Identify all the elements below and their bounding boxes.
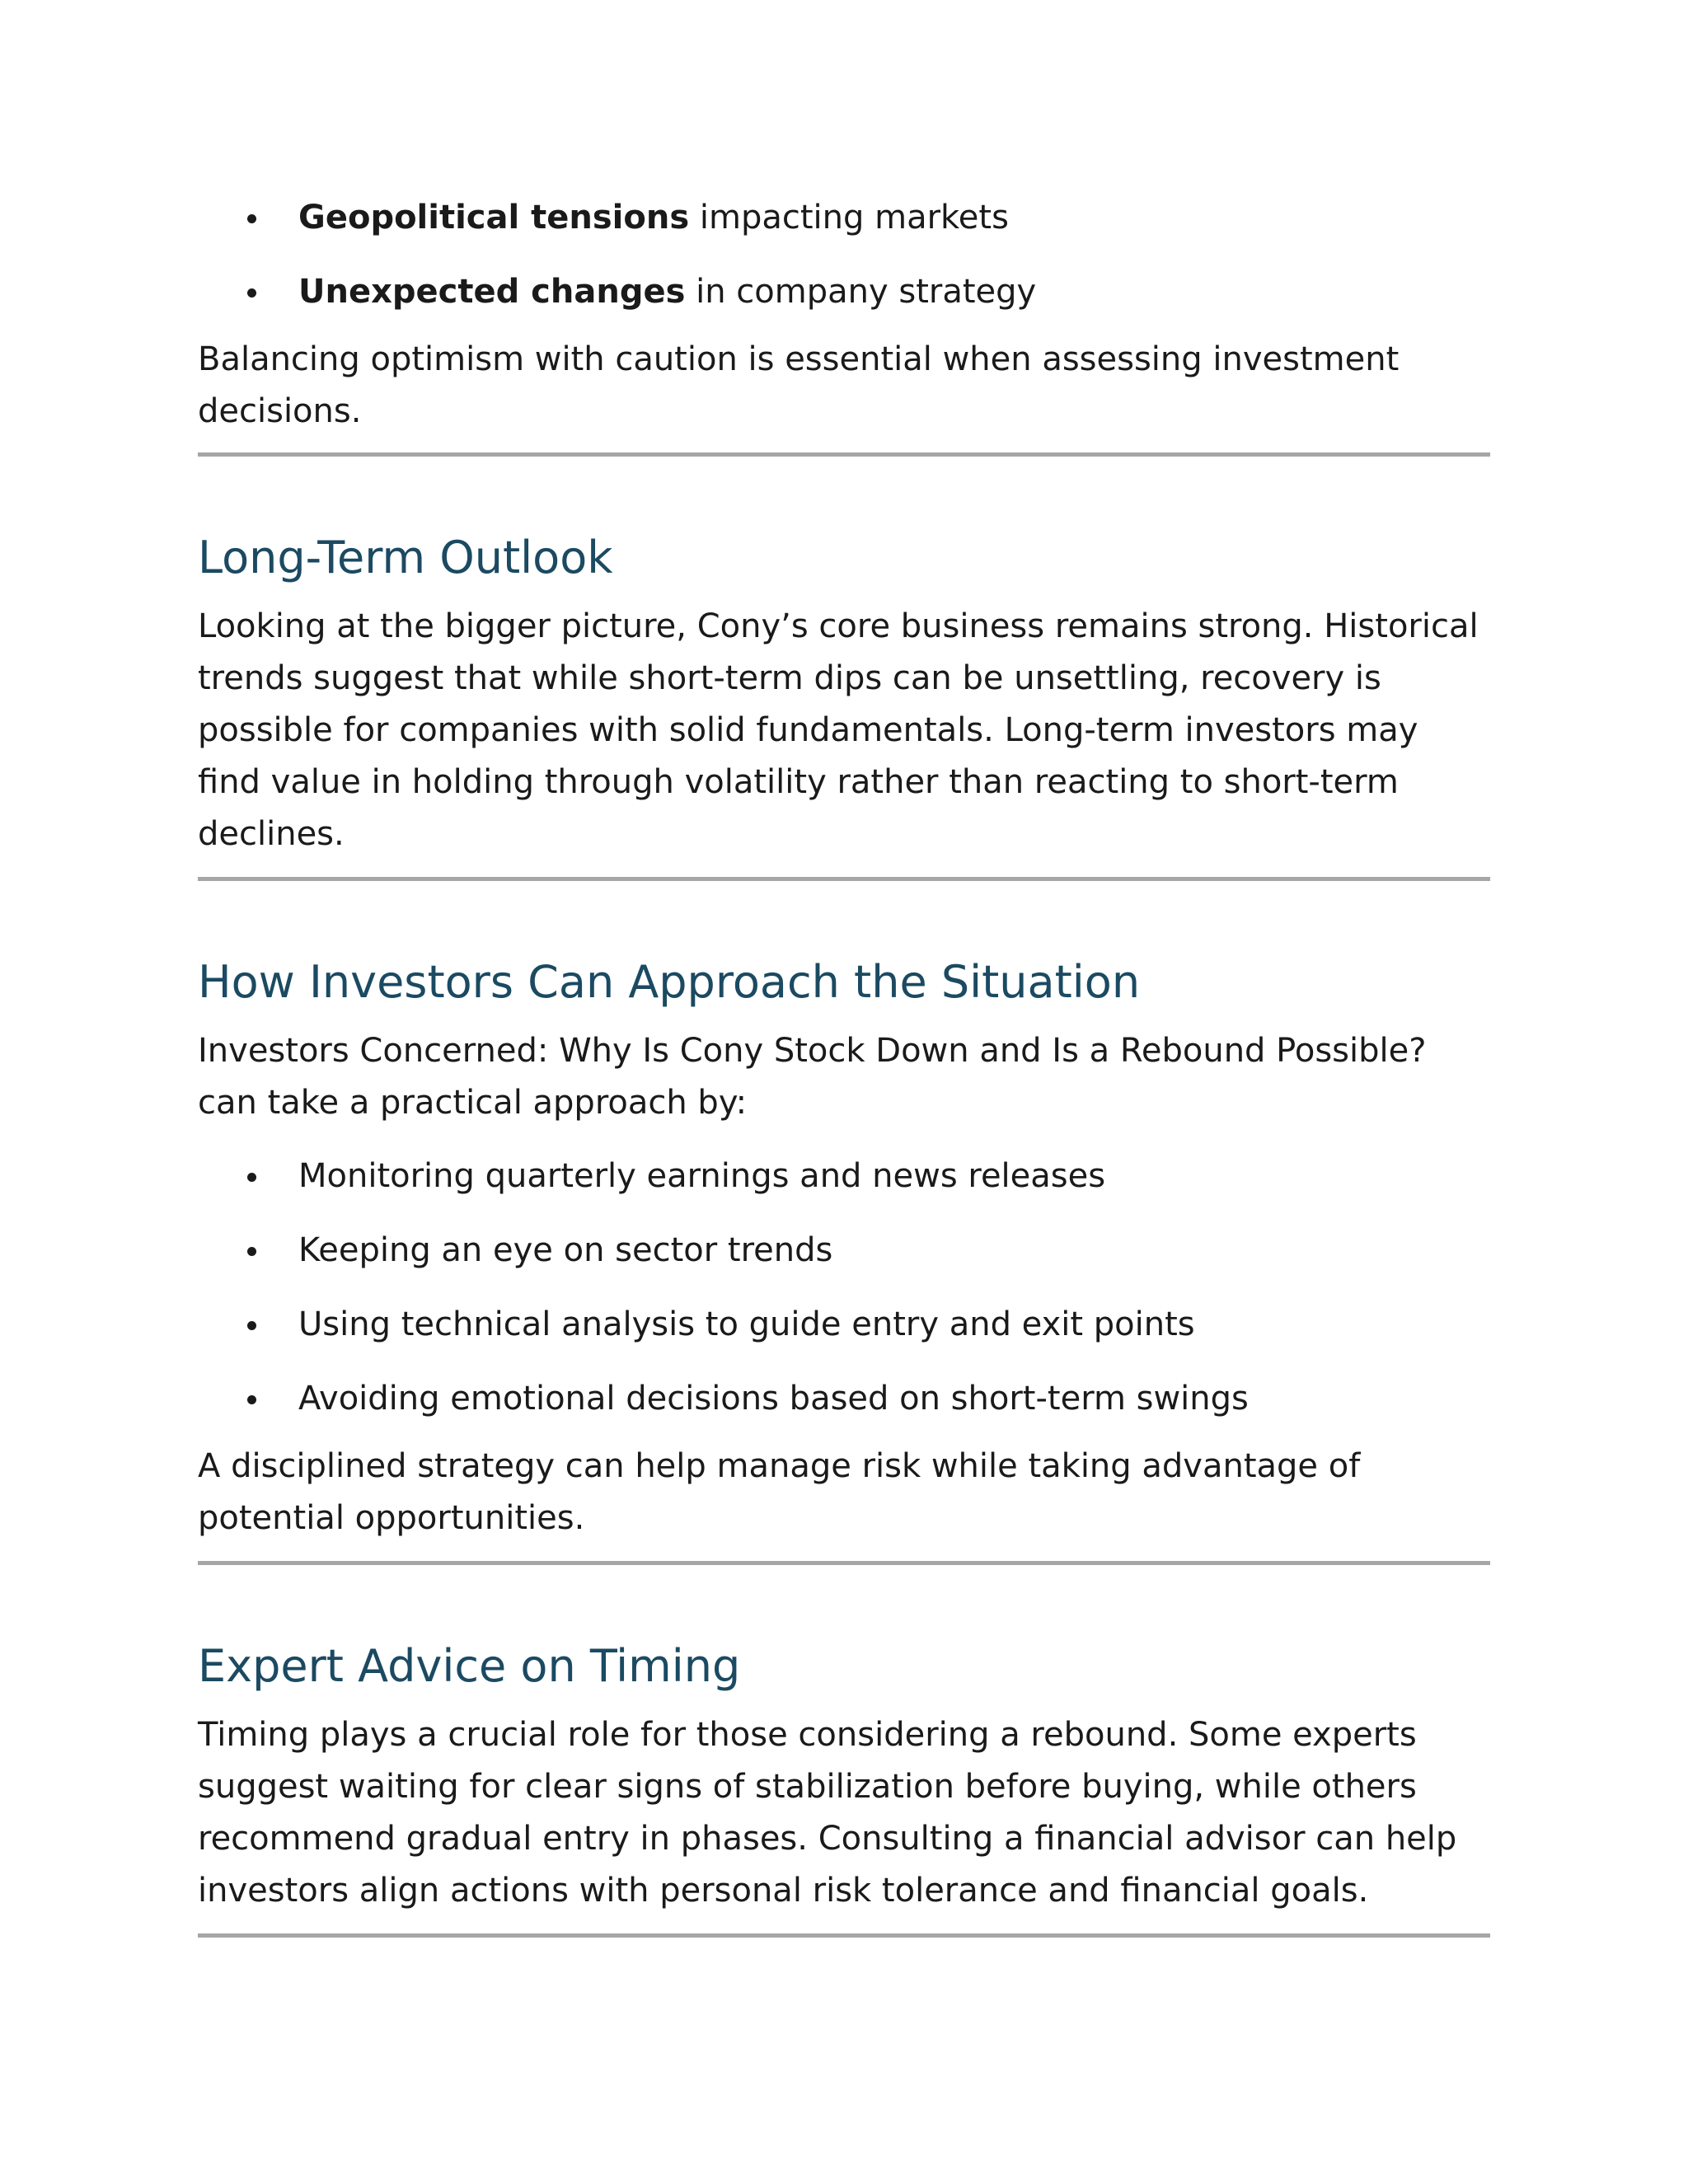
list-item-text: Monitoring quarterly earnings and news releases bbox=[298, 1157, 1106, 1195]
section-paragraph: Investors Concerned: Why Is Cony Stock Down and Is a Rebound Possible? can take a practical approach by: bbox=[198, 1032, 1427, 1122]
document-page bbox=[198, 0, 1490, 1938]
bullet-dot bbox=[247, 1395, 256, 1404]
risk-list bbox=[198, 192, 1490, 317]
section-paragraph: Timing plays a crucial role for those considering a rebound. Some experts suggest waiting for clear signs of stabilization before buying, while others recommend gradual entry in phases. Consulting a financial advisor can help investors align actions with personal risk tolerance and financial goals. bbox=[198, 1716, 1457, 1910]
bullet-dot bbox=[247, 214, 256, 223]
section-heading-long-term-outlook: Long-Term Outlook bbox=[198, 532, 613, 583]
list-item-text: Using technical analysis to guide entry and exit points bbox=[298, 1305, 1195, 1343]
section-closing-paragraph: A disciplined strategy can help manage risk while taking advantage of potential opportunities. bbox=[198, 1447, 1361, 1537]
list-item-text: Avoiding emotional decisions based on short-term swings bbox=[298, 1380, 1249, 1418]
intro-closing-paragraph: Balancing optimism with caution is essential when assessing investment decisions. bbox=[198, 340, 1400, 430]
section-divider bbox=[198, 452, 1490, 457]
list-item bbox=[198, 1373, 1490, 1424]
section-paragraph: Looking at the bigger picture, Cony’s core business remains strong. Historical trends suggest that while short-term dips can be unsettling, recovery is possible for companies with solid fundamentals. Long-term investors may find value in holding through volatility rather than reacting to short-term declines. bbox=[198, 607, 1479, 853]
list-item bbox=[198, 1151, 1490, 1202]
section-divider bbox=[198, 1561, 1490, 1565]
list-item bbox=[198, 192, 1490, 243]
section-heading-expert-advice: Expert Advice on Timing bbox=[198, 1640, 741, 1692]
approach-list bbox=[198, 1151, 1490, 1424]
list-item-text: in company strategy bbox=[685, 273, 1037, 311]
bullet-dot bbox=[247, 1321, 256, 1330]
bullet-dot bbox=[247, 288, 256, 298]
list-item-bold: Geopolitical tensions bbox=[298, 199, 690, 237]
bullet-dot bbox=[247, 1247, 256, 1256]
section-heading-investor-approach: How Investors Can Approach the Situation bbox=[198, 956, 1141, 1008]
list-item-bold: Unexpected changes bbox=[298, 273, 686, 311]
section-divider bbox=[198, 1933, 1490, 1938]
list-item-text: Keeping an eye on sector trends bbox=[298, 1231, 833, 1269]
list-item bbox=[198, 1225, 1490, 1276]
list-item bbox=[198, 1299, 1490, 1350]
bullet-dot bbox=[247, 1173, 256, 1182]
list-item-text: impacting markets bbox=[689, 199, 1009, 237]
section-divider bbox=[198, 877, 1490, 881]
list-item bbox=[198, 266, 1490, 317]
